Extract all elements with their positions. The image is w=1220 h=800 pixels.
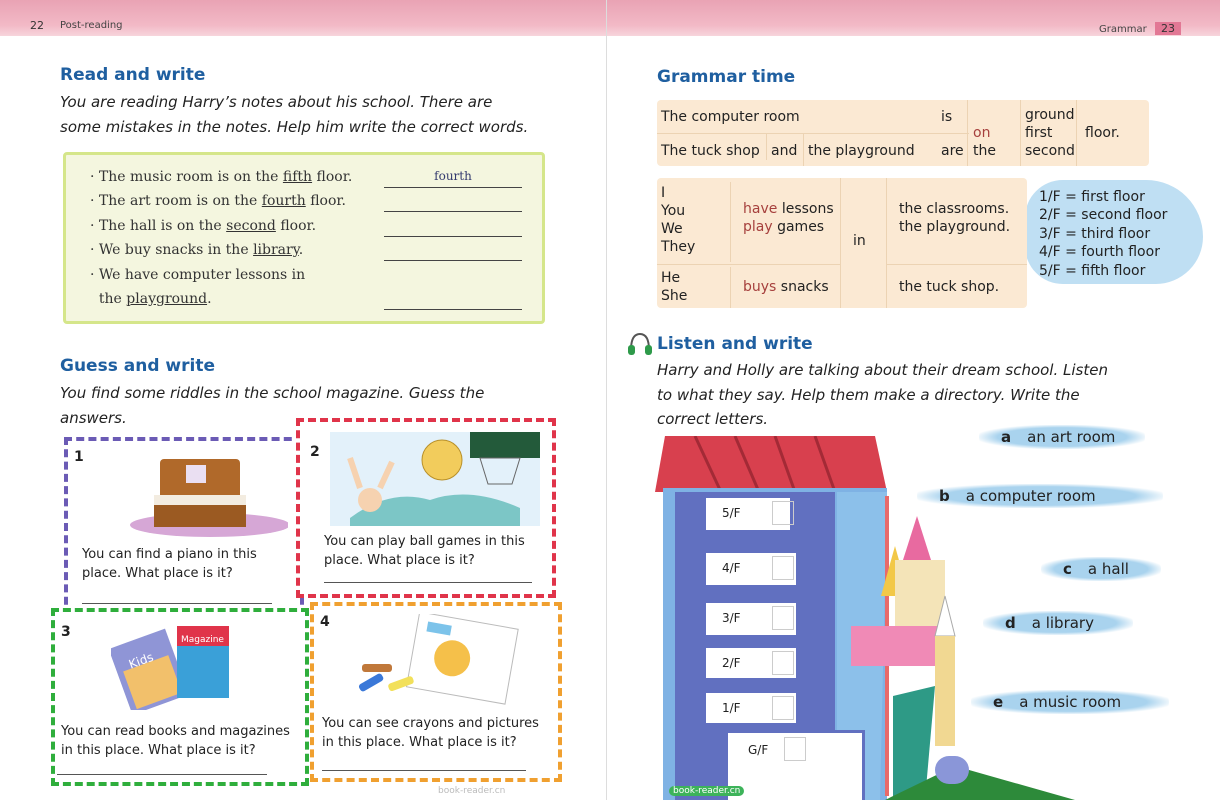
grammar-table-2 [657, 178, 1027, 308]
floor-4f: 4/F [703, 550, 799, 588]
listen-write-title: Listen and write [657, 334, 813, 354]
instruction-line: You are reading Harry’s notes about his school. There are [60, 93, 493, 111]
page-number: 23 [1155, 22, 1181, 35]
table-cell: the classrooms. the playground. [899, 201, 1011, 235]
page-banner [0, 0, 606, 36]
riddle-number: 1 [74, 449, 84, 465]
guess-write-title: Guess and write [60, 356, 215, 376]
riddle-number: 2 [310, 444, 320, 460]
answer-box[interactable] [772, 556, 794, 580]
riddle-card-1 [64, 437, 304, 617]
table-cell: are [941, 143, 964, 159]
watermark: book-reader.cn [669, 786, 744, 796]
note-row: · The hall is on the second floor. [90, 218, 524, 242]
riddle-question: You can find a piano in this place. What place is it? [82, 547, 257, 581]
riddle-question: You can read books and magazines in this place. What place is it? [61, 724, 290, 758]
watermark: book-reader.cn [438, 786, 506, 796]
riddle-question: You can see crayons and pictures in this place. What place is it? [322, 716, 539, 750]
riddle-card-3 [51, 608, 309, 786]
table-cell: the playground [808, 143, 915, 159]
answer-line[interactable] [322, 770, 526, 771]
note-row: the playground. [90, 291, 524, 315]
answer-box[interactable] [772, 696, 794, 720]
notes-box [63, 152, 545, 324]
table-cell: He She [657, 267, 731, 308]
table-cell: and [767, 134, 804, 166]
note-row: · The art room is on the fourth floor. [90, 193, 524, 217]
read-write-title: Read and write [60, 65, 206, 85]
answer-line[interactable] [384, 260, 522, 261]
listen-write-instructions: Harry and Holly are talking about their dream school. Listen to what they say. Help them make a directory. Write the correct letters. [657, 361, 1108, 428]
riddle-question: You can play ball games in this place. What place is it? [324, 534, 525, 568]
answer-box[interactable] [772, 651, 794, 675]
table-cell: The computer room [661, 109, 800, 125]
section-label: Grammar [1099, 24, 1147, 35]
svg-text:Magazine: Magazine [181, 635, 224, 645]
answer-box[interactable] [772, 606, 794, 630]
option-d: d a library [983, 611, 1133, 635]
crayons-drawing-icon [352, 614, 522, 706]
grammar-title: Grammar time [657, 67, 796, 87]
option-b: b a computer room [917, 484, 1163, 508]
note-row: · We buy snacks in the library. [90, 242, 524, 266]
answer-text: fourth [434, 169, 472, 183]
read-write-instructions [60, 90, 528, 140]
piano-icon [118, 455, 288, 539]
floor-gf: G/F [725, 730, 865, 800]
table-cell: floor. [1085, 125, 1120, 141]
option-c: c a hall [1041, 557, 1161, 581]
headphones-icon[interactable] [627, 332, 653, 356]
instruction-line: You find some riddles in the school magazine. Guess the [60, 384, 485, 402]
table-cell: have lessons play games [731, 178, 841, 264]
basketball-icon [330, 428, 540, 528]
table-cell: I You We They [657, 182, 731, 262]
instruction-line: some mistakes in the notes. Help him write the correct words. [60, 118, 529, 136]
books-magazine-icon [111, 622, 241, 710]
answer-line[interactable] [384, 236, 522, 237]
answer-line[interactable] [384, 211, 522, 212]
svg-text:Kids: Kids [126, 649, 156, 672]
page-banner [607, 0, 1220, 36]
riddle-number: 3 [61, 624, 71, 640]
grammar-table-1 [657, 100, 1149, 166]
section-label: Post-reading [60, 20, 123, 31]
answer-line[interactable] [324, 582, 532, 583]
answer-line[interactable] [57, 774, 267, 775]
floor-key: 1/F = first floor 2/F = second floor 3/F = third floor 4/F = fourth floor 5/F = fifth floor [1039, 189, 1168, 279]
left-page [0, 0, 606, 800]
page-number: 22 [30, 19, 44, 32]
table-cell: The tuck shop [657, 134, 767, 160]
table-cell: ground first second [1021, 100, 1077, 166]
riddle-card-4 [310, 602, 562, 782]
right-page [606, 0, 1220, 800]
answer-box[interactable] [784, 737, 806, 761]
note-row: · We have computer lessons in [90, 266, 306, 283]
instruction-line: answers. [60, 409, 127, 427]
floor-1f: 1/F [703, 690, 799, 726]
floor-5f: 5/F [703, 495, 793, 533]
floor-3f: 3/F [703, 600, 799, 638]
table-cell: is [941, 109, 953, 125]
option-a: a an art room [979, 425, 1145, 449]
note-row: · The music room is on the fifth floor. fourth [90, 169, 524, 193]
answer-line[interactable] [384, 309, 522, 310]
riddle-card-2 [296, 418, 556, 598]
answer-box[interactable] [772, 501, 794, 525]
floor-2f: 2/F [703, 645, 799, 681]
riddle-number: 4 [320, 614, 330, 630]
table-cell: buys snacks [731, 264, 841, 308]
answer-line[interactable] [384, 187, 522, 188]
answer-line[interactable] [82, 603, 272, 604]
table-cell: on the [969, 100, 1021, 166]
table-cell: the tuck shop. [899, 279, 1000, 295]
table-cell: in [841, 178, 887, 308]
option-e: e a music room [971, 690, 1169, 714]
